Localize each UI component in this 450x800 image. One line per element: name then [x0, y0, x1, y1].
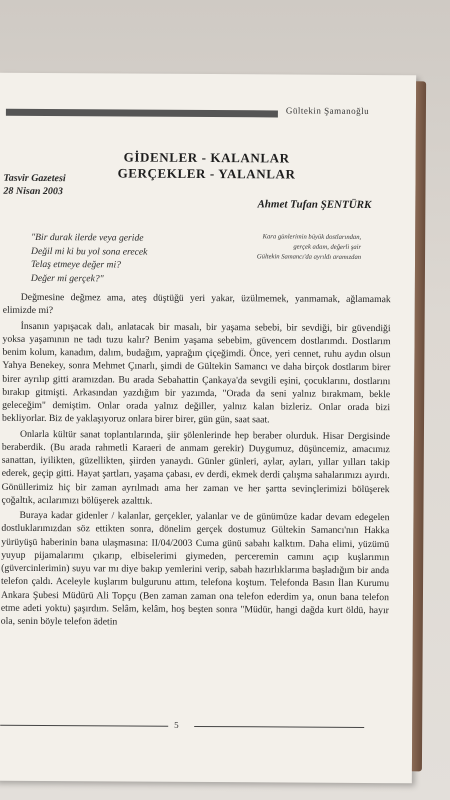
header-rule	[6, 109, 278, 118]
poem-line: Telaş etmeye değer mi?	[30, 259, 121, 271]
article-body	[1, 291, 391, 631]
poem-line: Değil mi ki bu yol sona erecek	[31, 245, 148, 258]
footer-rule-right	[194, 726, 364, 728]
body-paragraph: Onlarla kültür sanat toplantılarında, şiir şölenlerinde hep beraber olurduk. Hisar Dergisinde beraberdik. (Bu arada rahmetli Karaeri de anmam gerekir) Duygumuz, düşüncemiz, amacımız sanattan, iyilikten, güzellikten, şiirden yanaydı. Günler günleri, aylar, ayları, yıllar yılları takip ederek, geçip gitti. Hayat şartları, yaşama çabası, ev derdi, ekmek derdi çalışma sahalarımızı ayırdı. Gönüllerimiz hiç bir zaman ayrılmadı ama her zaman ve her şartta sevinçlerimizi bölüşerek çoğaltık, acılarımızı bölüşerek azalttık.	[1, 428, 390, 507]
article-title-line-1: GİDENLER - KALANLAR	[123, 149, 290, 166]
article-title-line-2: GERÇEKLER - YALANLAR	[117, 165, 296, 182]
epigraph-line: gerçek adam, değerli şair	[293, 243, 362, 251]
running-header-author: Gültekin Şamanoğlu	[285, 105, 370, 116]
poem-line: "Bir durak ilerde veya geride	[31, 231, 144, 244]
source-date: 28 Nisan 2003	[3, 185, 63, 198]
body-paragraph: İnsanın yapışacak dalı, anlatacak bir masalı, bir yaşama sebebi, bir sevdiği, bir güvendiği yoksa yaşamının ne tadı tuzu kalır? Benim yaşama sebebim, güvencem dostlarımdı. Dostlarım benim kolum, kanadım, dalım, budağım, yaprağım çiçeğimdi. Önce, yeri cennet, ruhu aydın olsun Yahya Benekey, sonra Mehmet Çınarlı, şimdi de Gültekin Samancı ve daha birçok dostlarım birer birer ayrılıp gitti aramızdan. Bu arada Sebahattin Çankaya'da sevgili eşini, çocuklarını, dostlarını bırakıp gitmişti. Arkasından yazdığım bir yazımda, "Orada da seni yalnız bırakmam, bekle geleceğim" demiştim. Onlar orada yalnız değiller, yalnız kalan bizleriz. Onlar orada bizi bekliyorlar. Biz de yaklaşıyoruz onlara birer birer, gün gün, saat saat.	[2, 320, 391, 426]
source-publication: Tasvir Gazetesi	[3, 172, 66, 185]
page-number: 5	[174, 719, 179, 730]
article-byline: Ahmet Tufan ŞENTÜRK	[257, 198, 372, 212]
epigraph-line: Gültekin Samancı'da ayrıldı aramızdan	[256, 253, 362, 261]
body-paragraph: Değmesine değmez ama, ateş düştüğü yeri yakar, üzülmemek, yanmamak, ağlamamak elimizde mi?	[2, 291, 391, 317]
footer-rule-left	[0, 725, 168, 727]
book-page	[0, 73, 416, 784]
poem-quote	[31, 231, 148, 286]
poem-line: Değer mi gerçek?"	[30, 272, 104, 285]
epigraph-line: Kara günlerimin büyük dostlarından,	[262, 233, 362, 241]
body-paragraph: Buraya kadar gidenler / kalanlar, gerçekler, yalanlar ve de günümüze kadar devam edegelen dostluklarımızdan söz ettikten sonra, dönelim gerçek dostumuz Gültekin Samancı'nın Hakka yürüyüşü haberinin bana ulaşmasına: II/04/2003 Cuma günü sabahı kalktım. Daha elimi, yüzümü yuyup pijamalarımı çıkarıp, elbiselerimi giymeden, perceremin camını açıp kuşlarımın (güvercinlerimin) suyu var mı diye bakıp yemlerini verip, sabah hazırlıklarıma başladığım bir anda telefon çaldı. Aceleyle kuşlarım bulgurunu attım, telefona koştum. Telefonda Basın İlan Kurumu Ankara Şubesi Müdürü Ali Topçu (Ben zaman zaman ona telefon ederdim ya, onun bana telefon etme adeti yoktu) şaşırdım. Selâm, kelâm, hoş beşten sonra "Müdür, hangi dağda kurt öldü, hayır ola, senin böyle telefon ädetin	[0, 509, 390, 628]
dedication-epigraph	[257, 232, 361, 263]
